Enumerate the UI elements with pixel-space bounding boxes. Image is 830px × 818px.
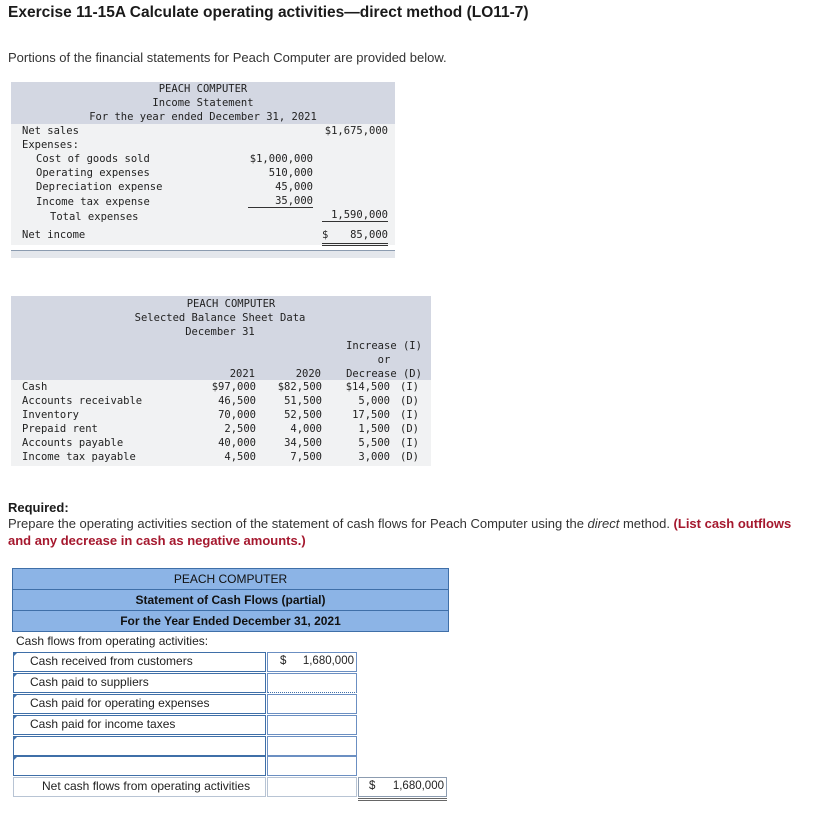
cf-dropdown-marker [13, 673, 18, 678]
required-heading: Required: [8, 500, 69, 515]
bs-row-2021: 40,000 [218, 437, 256, 449]
bs-row-change: 1,500 [358, 423, 390, 435]
bs-col-change: Decrease (D) [346, 368, 422, 380]
cf-title: Statement of Cash Flows (partial) [12, 589, 449, 610]
bs-col-2020: 2020 [295, 368, 321, 380]
bs-row-2021: 4,500 [224, 451, 256, 463]
cf-label-input[interactable] [13, 756, 266, 776]
cf-label-input[interactable] [13, 736, 266, 756]
bs-row-direction: (I) [400, 437, 419, 449]
cf-dropdown-marker [13, 715, 18, 720]
cf-company: PEACH COMPUTER [12, 568, 449, 589]
bs-row-label: Income tax payable [22, 451, 136, 463]
cf-dropdown-marker [13, 652, 18, 657]
bs-row-2021: 2,500 [224, 423, 256, 435]
is-expense-amount: 510,000 [268, 167, 313, 179]
bs-row-label: Accounts receivable [22, 395, 143, 407]
is-expense-label: Cost of goods sold [36, 153, 150, 165]
is-net-income: 85,000 [350, 229, 388, 241]
is-net-sales-label: Net sales [22, 125, 79, 137]
exercise-title: Exercise 11-15A Calculate operating activities—direct method (LO11-7) [8, 4, 529, 21]
cf-dropdown-marker [13, 756, 18, 761]
is-expense-amount: $1,000,000 [249, 153, 313, 165]
double-underline [322, 243, 388, 244]
bs-row-2020: 4,000 [290, 423, 322, 435]
cf-dropdown-marker [13, 736, 18, 741]
cf-net-label: Net cash flows from operating activities [42, 779, 251, 793]
bs-company: PEACH COMPUTER [186, 298, 276, 310]
required-text-em: direct [587, 516, 620, 531]
is-net-sales: $1,675,000 [324, 125, 388, 137]
bs-row-2021: $97,000 [211, 381, 256, 393]
cf-amount-input[interactable] [267, 694, 357, 714]
bs-col-change: or [377, 354, 391, 366]
required-text-b: method. [619, 516, 674, 531]
cf-period: For the Year Ended December 31, 2021 [12, 610, 449, 632]
cf-row-dollar: $ [280, 655, 287, 667]
bs-row-direction: (D) [400, 451, 419, 463]
bs-row-direction: (I) [400, 381, 419, 393]
is-expense-label: Income tax expense [36, 196, 150, 208]
cf-amount-input[interactable] [267, 673, 357, 693]
cf-section-label: Cash flows from operating activities: [16, 634, 209, 648]
is-total-label: Total expenses [50, 211, 139, 223]
required-text-a: Prepare the operating activities section of the statement of cash flows for Peach Computer using the [8, 516, 588, 531]
cf-amount-input[interactable] [267, 736, 357, 756]
cf-net-blank-cell [267, 777, 357, 797]
bs-row-label: Inventory [22, 409, 79, 421]
double-underline [358, 798, 447, 801]
bs-title: Selected Balance Sheet Data [134, 312, 306, 324]
bs-row-2020: 7,500 [290, 451, 322, 463]
bs-row-2020: 34,500 [284, 437, 322, 449]
bs-col-2021: 2021 [229, 368, 255, 380]
bs-date: December 31 [185, 326, 255, 338]
bs-row-change: 3,000 [358, 451, 390, 463]
is-company: PEACH COMPUTER [158, 83, 248, 95]
is-net-income-label: Net income [22, 229, 86, 241]
cf-row-label: Cash paid to suppliers [30, 675, 149, 689]
bs-row-direction: (D) [400, 423, 419, 435]
bs-row-2020: 52,500 [284, 409, 322, 421]
bs-row-change: $14,500 [345, 381, 390, 393]
bs-row-2020: $82,500 [277, 381, 322, 393]
cash-flow-statement [12, 568, 448, 800]
bs-row-2021: 46,500 [218, 395, 256, 407]
bs-row-change: 5,500 [358, 437, 390, 449]
bs-row-label: Cash [22, 381, 48, 393]
intro-text: Portions of the financial statements for Peach Computer are provided below. [8, 50, 447, 65]
bs-row-2020: 51,500 [284, 395, 322, 407]
cf-net-dollar: $ [369, 780, 376, 792]
bs-row-label: Accounts payable [22, 437, 124, 449]
cf-net-amount: 1,680,000 [392, 780, 444, 792]
bs-row-direction: (D) [400, 395, 419, 407]
cf-row-label: Cash paid for income taxes [30, 717, 176, 731]
bs-row-change: 17,500 [352, 409, 390, 421]
is-net-income-dollar: $ [322, 229, 329, 241]
bs-row-change: 5,000 [358, 395, 390, 407]
cf-row-label: Cash received from customers [30, 654, 193, 668]
income-statement-footer-bar [11, 250, 395, 258]
cf-amount-input[interactable] [267, 715, 357, 735]
bs-row-direction: (I) [400, 409, 419, 421]
bs-col-change: Increase (I) [346, 340, 422, 352]
cf-amount-input[interactable] [267, 756, 357, 776]
bs-row-label: Prepaid rent [22, 423, 98, 435]
is-expense-amount: 45,000 [275, 181, 313, 193]
required-text [8, 515, 808, 549]
cf-dropdown-marker [13, 694, 18, 699]
is-title: Income Statement [152, 97, 254, 109]
is-expense-amount: 35,000 [248, 195, 313, 208]
is-expenses-label: Expenses: [22, 139, 79, 151]
is-expense-label: Depreciation expense [36, 181, 163, 193]
is-total: 1,590,000 [322, 209, 388, 222]
is-expense-label: Operating expenses [36, 167, 150, 179]
double-underline [322, 245, 388, 246]
bs-row-2021: 70,000 [218, 409, 256, 421]
required-instruction: (List cash outflows and any decrease in cash as negative amounts.) [8, 516, 792, 548]
cf-row-amount: 1,680,000 [302, 655, 354, 667]
is-period: For the year ended December 31, 2021 [89, 111, 317, 123]
cf-row-label: Cash paid for operating expenses [30, 696, 210, 710]
